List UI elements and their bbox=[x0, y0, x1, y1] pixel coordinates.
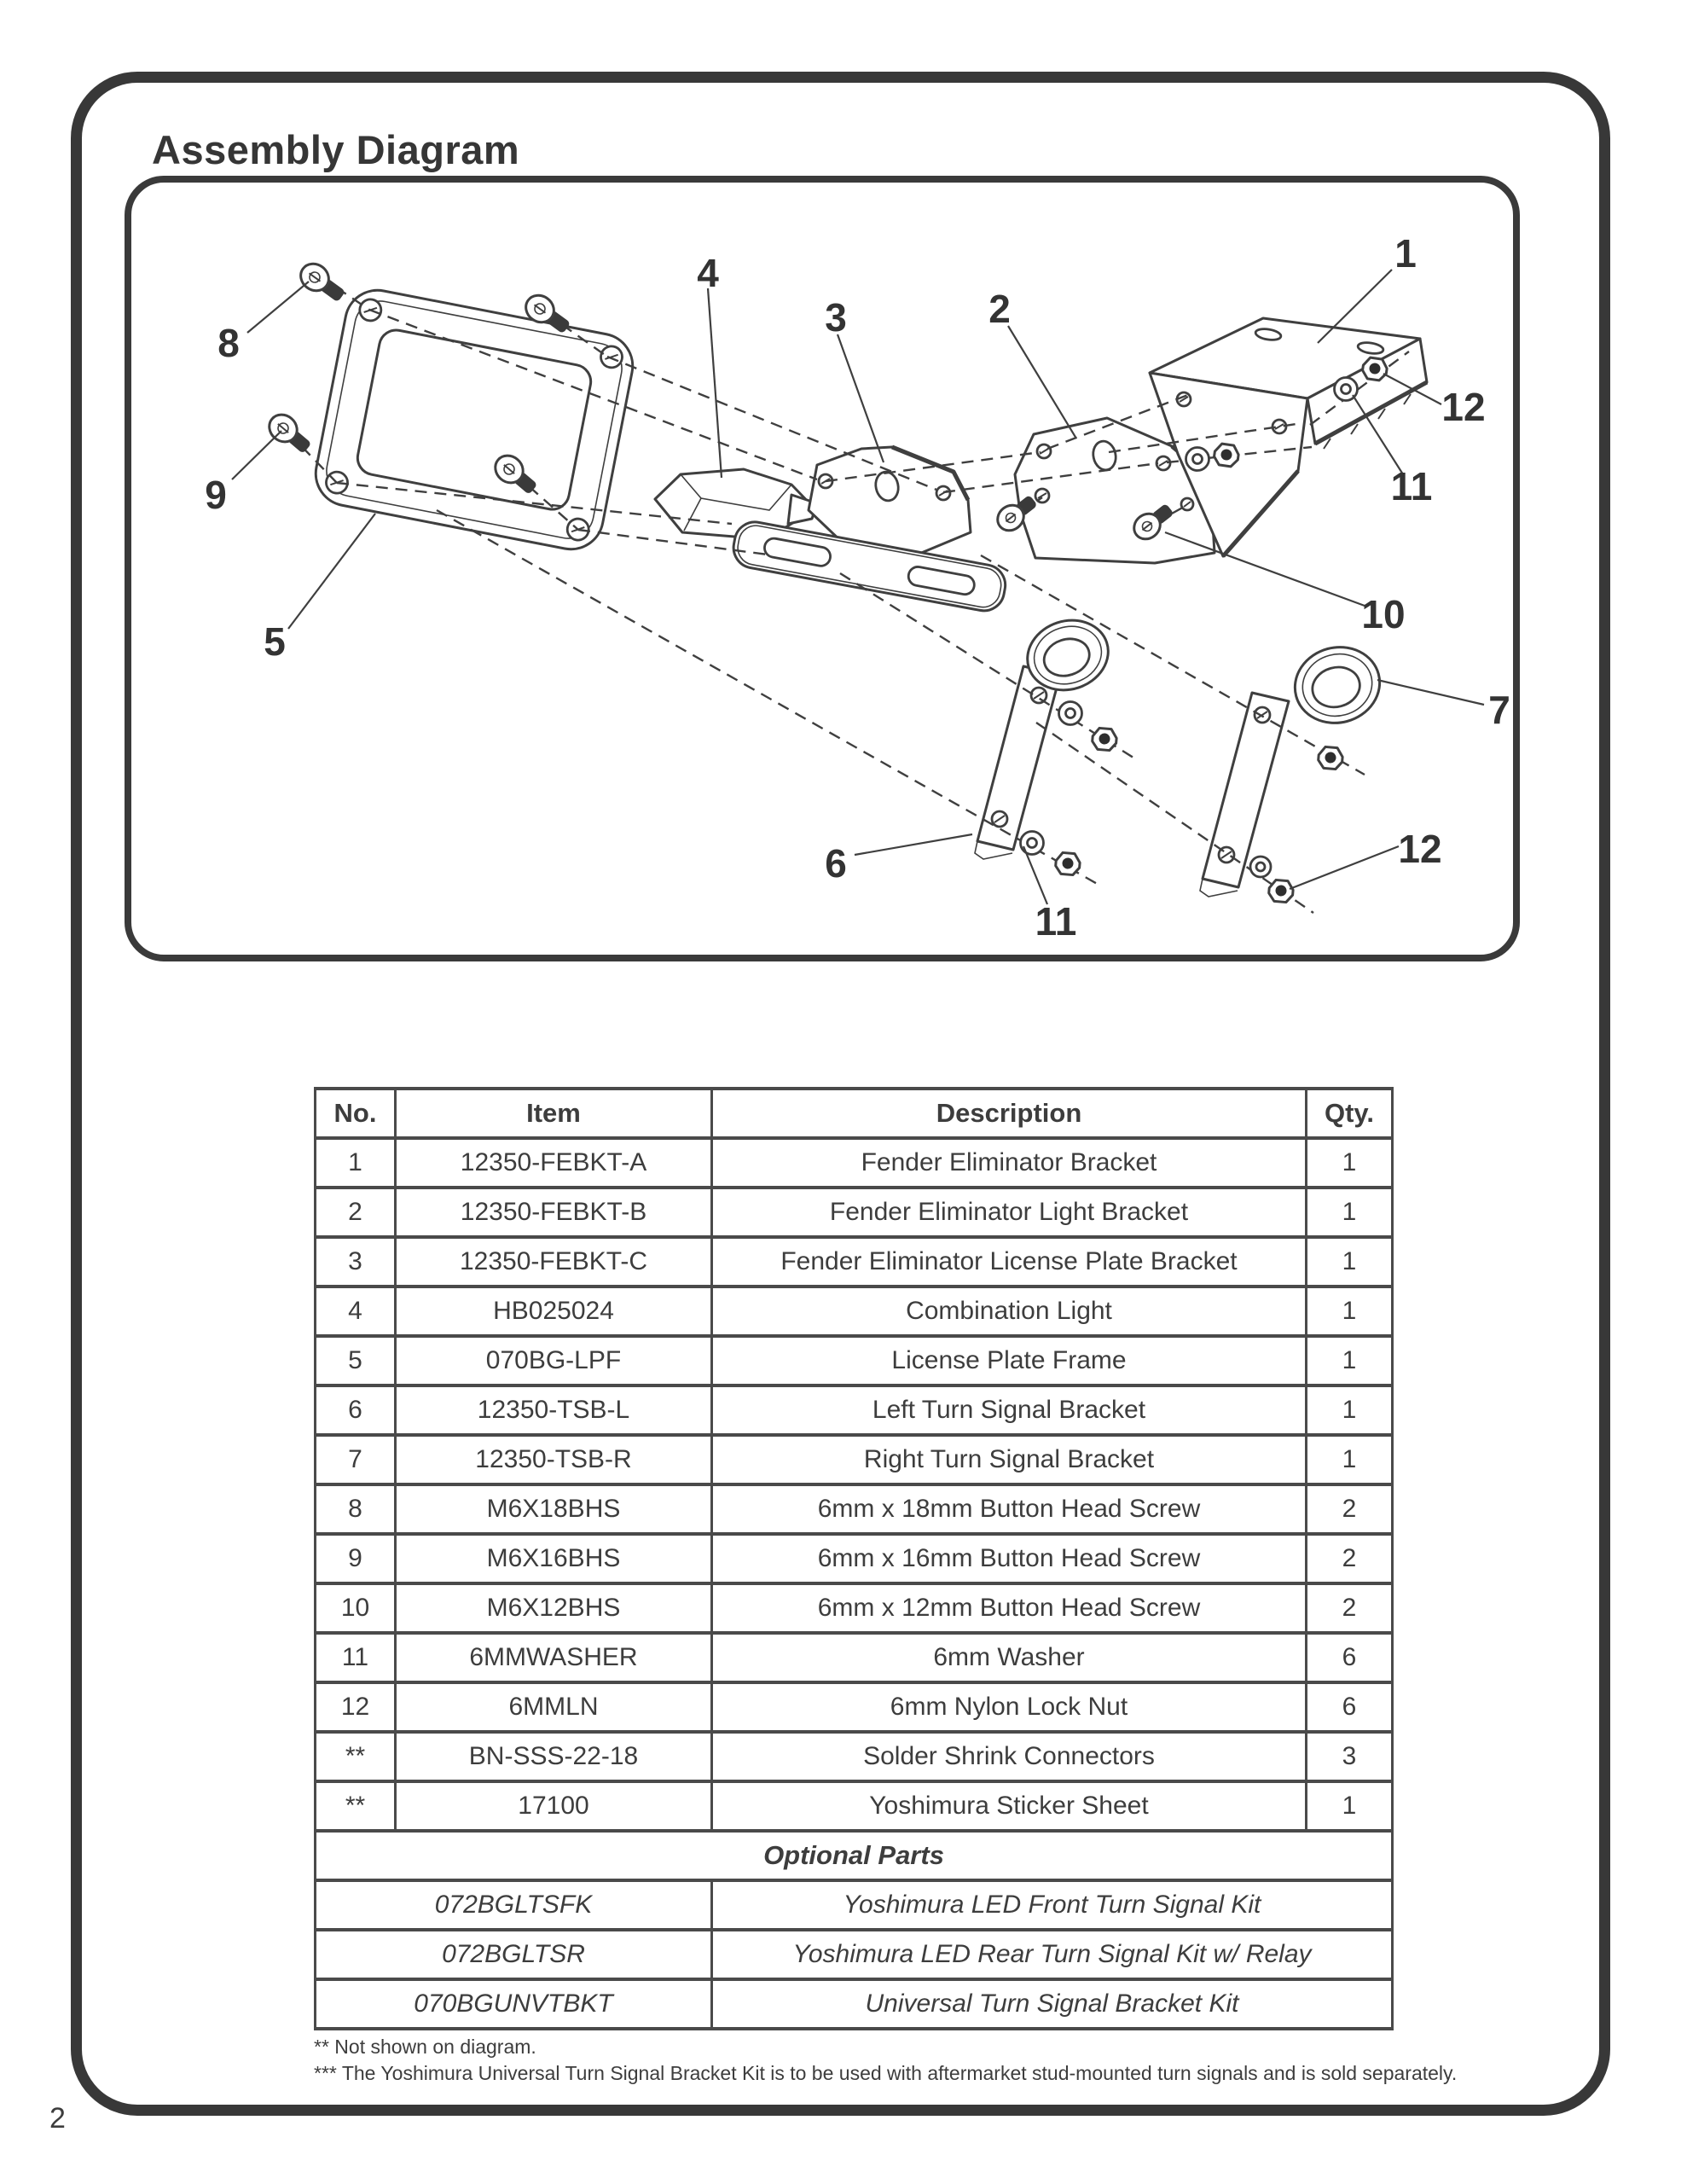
callout-12-lower: 12 bbox=[1398, 827, 1442, 871]
parts-table-row: 5 070BG-LPF License Plate Frame 1 bbox=[316, 1336, 1393, 1385]
parts-table-row: 2 12350-FEBKT-B Fender Eliminator Light Bracket 1 bbox=[316, 1188, 1393, 1237]
parts-table-row: 6 12350-TSB-L Left Turn Signal Bracket 1 bbox=[316, 1385, 1393, 1435]
optional-parts-label: Optional Parts bbox=[316, 1831, 1393, 1880]
optional-parts-header-row bbox=[316, 1831, 1393, 1880]
parts-table-row: 3 12350-FEBKT-C Fender Eliminator License Plate Bracket 1 bbox=[316, 1237, 1393, 1287]
column-header-item: Item bbox=[396, 1089, 712, 1138]
right-turn-signal-bracket-part bbox=[1200, 638, 1388, 897]
page-number: 2 bbox=[49, 2102, 66, 2135]
callout-11-upper: 11 bbox=[1390, 464, 1433, 508]
callout-3: 3 bbox=[825, 295, 847, 340]
button-head-screw-18mm bbox=[295, 258, 349, 307]
parts-table-row: 9 M6X16BHS 6mm x 16mm Button Head Screw 2 bbox=[316, 1534, 1393, 1583]
parts-table-row: 10 M6X12BHS 6mm x 12mm Button Head Screw 2 bbox=[316, 1583, 1393, 1633]
callout-9: 9 bbox=[205, 473, 227, 517]
footnote-not-shown: ** Not shown on diagram. bbox=[314, 2036, 536, 2058]
column-header-qty: Qty. bbox=[1307, 1089, 1393, 1138]
callout-10: 10 bbox=[1361, 592, 1406, 636]
lock-nut bbox=[1055, 852, 1081, 875]
parts-table-header-row bbox=[316, 1089, 1393, 1138]
parts-table-row: 11 6MMWASHER 6mm Washer 6 bbox=[316, 1633, 1393, 1682]
optional-part-row: 072BGLTSR Yoshimura LED Rear Turn Signal Kit w/ Relay bbox=[316, 1930, 1393, 1979]
callout-12-upper: 12 bbox=[1441, 385, 1486, 429]
callout-8: 8 bbox=[217, 321, 240, 365]
washer bbox=[1250, 857, 1271, 877]
parts-table-row: 8 M6X18BHS 6mm x 18mm Button Head Screw 2 bbox=[316, 1484, 1393, 1534]
parts-table-row: 7 12350-TSB-R Right Turn Signal Bracket 1 bbox=[316, 1435, 1393, 1484]
callout-1: 1 bbox=[1394, 231, 1417, 276]
parts-table bbox=[314, 1087, 1394, 2030]
callout-11-lower: 11 bbox=[1035, 899, 1077, 944]
parts-table-row: ** 17100 Yoshimura Sticker Sheet 1 bbox=[316, 1781, 1393, 1831]
license-plate-bracket-part bbox=[730, 447, 1008, 614]
callout-2: 2 bbox=[988, 287, 1011, 331]
lock-nut bbox=[1092, 728, 1117, 751]
washer bbox=[1186, 448, 1209, 471]
lock-nut bbox=[1318, 746, 1343, 770]
washer bbox=[1059, 702, 1082, 725]
column-header-description: Description bbox=[712, 1089, 1307, 1138]
page-title: Assembly Diagram bbox=[152, 127, 520, 172]
button-head-screw-16mm bbox=[264, 410, 316, 459]
license-plate-frame-part bbox=[310, 285, 639, 555]
optional-part-row: 072BGLTSFK Yoshimura LED Front Turn Signal Kit bbox=[316, 1880, 1393, 1930]
washer bbox=[1021, 832, 1044, 855]
column-header-no: No. bbox=[316, 1089, 396, 1138]
footnotes bbox=[314, 2034, 1457, 2087]
callout-5: 5 bbox=[264, 619, 286, 664]
optional-part-row: 070BGUNVTBKT Universal Turn Signal Bracket Kit bbox=[316, 1979, 1393, 2029]
lock-nut bbox=[1268, 880, 1294, 903]
parts-table-row: 4 HB025024 Combination Light 1 bbox=[316, 1287, 1393, 1336]
assembly-diagram bbox=[124, 175, 1521, 962]
callout-4: 4 bbox=[697, 251, 719, 295]
footnote-universal-kit: *** The Yoshimura Universal Turn Signal Bracket Kit is to be used with aftermarket stud-mounted turn signals and is sold separately. bbox=[314, 2062, 1458, 2084]
parts-table-row: ** BN-SSS-22-18 Solder Shrink Connectors 3 bbox=[316, 1732, 1393, 1781]
parts-table-row: 12 6MMLN 6mm Nylon Lock Nut 6 bbox=[316, 1682, 1393, 1732]
callout-7: 7 bbox=[1488, 688, 1510, 732]
callout-6: 6 bbox=[825, 841, 847, 886]
parts-table-row: 1 12350-FEBKT-A Fender Eliminator Bracket 1 bbox=[316, 1138, 1393, 1188]
